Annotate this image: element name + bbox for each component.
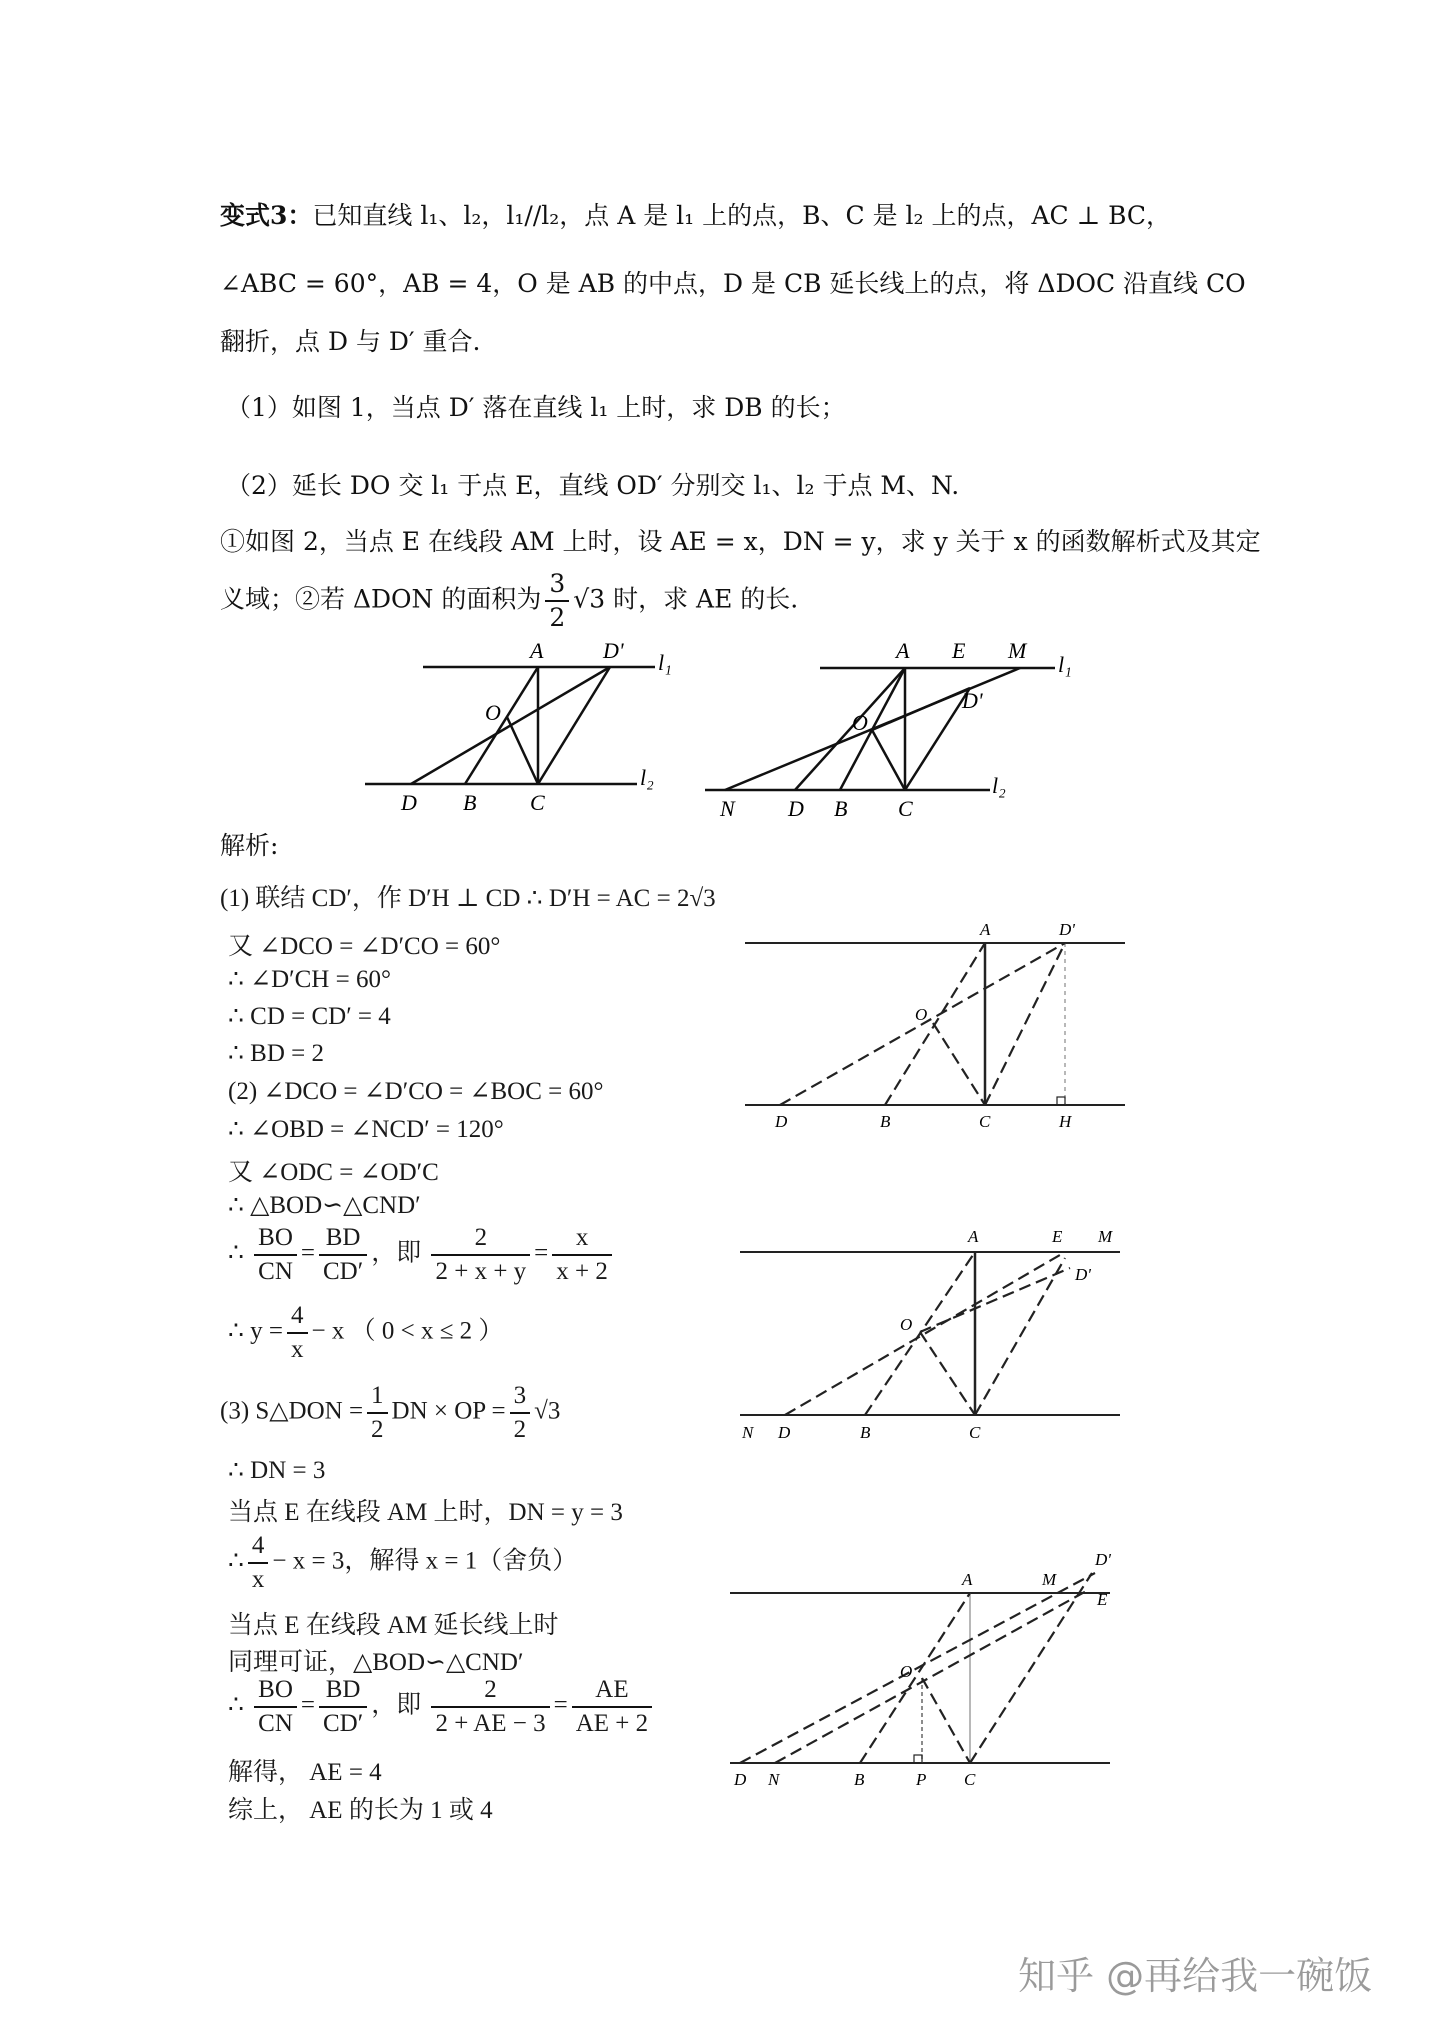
s12-mid: DN × OP =: [391, 1397, 506, 1425]
solution-step-1: (1) 联结 CD′，作 D′H ⊥ CD ∴ D′H = AC = 2√3: [220, 885, 716, 912]
fig2-label-c: C: [898, 796, 913, 820]
sfig3-label-c: C: [964, 1770, 976, 1789]
right-angle-mark: [1057, 1097, 1065, 1105]
question-2b-post: √3 时，求 AE 的长.: [573, 584, 799, 614]
solution-step-17: 同理可证，△BOD∽△CND′: [228, 1649, 524, 1676]
zhihu-watermark: 知乎 @再给我一碗饭: [1018, 1954, 1373, 1998]
frac-den: 2: [513, 1416, 527, 1443]
frac-num: 2: [431, 1674, 549, 1708]
fig2-label-d: D: [788, 796, 804, 820]
fig1-label-o: O: [485, 700, 501, 725]
sfig2-label-n: N: [742, 1423, 754, 1442]
s12-pre: (3) S△DON =: [220, 1397, 364, 1425]
frac-den: AE + 2: [575, 1710, 649, 1737]
sfig3-label-e: E: [1097, 1590, 1108, 1609]
sfig2-label-e: E: [1052, 1227, 1063, 1246]
solution-step-19: 解得， AE = 4: [228, 1759, 382, 1786]
sfig1-label-b: B: [880, 1112, 891, 1131]
solution-step-10: ∴ $\frac{BO}{CN}$ = $\frac{BD}{CD'}$ ，即 $\frac{2}{2 + x + y}$ = $\frac{x}{x + 2}$: [228, 1222, 616, 1288]
solution-step-15: [228, 1530, 577, 1596]
solution-figure-1: [735, 915, 1135, 1135]
fig2-label-dprime: D': [962, 688, 983, 713]
s12-post: √3: [534, 1397, 561, 1425]
fig1-label-d: D: [401, 790, 417, 815]
question-2b-pre: 义域；②若 ΔDON 的面积为: [220, 584, 542, 614]
problem-figure-1: [355, 640, 685, 820]
s11-pre: ∴ y =: [228, 1317, 284, 1345]
sfig1-label-a: A: [980, 920, 991, 939]
frac-num: x: [552, 1222, 612, 1256]
solution-step-13: ∴ DN = 3: [228, 1457, 326, 1484]
sfig3-label-m: M: [1042, 1570, 1057, 1589]
frac-den: CD′: [323, 1710, 364, 1737]
solution-step-16: 当点 E 在线段 AM 延长线上时: [228, 1612, 559, 1639]
frac-den: x: [251, 1566, 265, 1593]
fig1-label-l1: l₁: [658, 650, 672, 675]
frac-num: 4: [287, 1300, 308, 1334]
sfig1-label-o: O: [915, 1005, 928, 1024]
sfig2-label-o: O: [900, 1315, 913, 1334]
frac-bd-cd: [319, 1222, 367, 1288]
fig1-label-a: A: [530, 640, 544, 663]
frac-den: 2 + AE − 3: [435, 1710, 546, 1737]
sfig2-label-b: B: [860, 1423, 871, 1442]
sfig3-label-b: B: [854, 1770, 865, 1789]
area-fraction-den: 2: [549, 603, 566, 632]
frac-num: 2: [431, 1222, 530, 1256]
frac-2-over-sum: [431, 1222, 530, 1288]
s18-mid: ，即: [371, 1691, 422, 1719]
solution-step-9: ∴ △BOD∽△CND′: [228, 1192, 421, 1219]
frac-den: 2 + x + y: [435, 1258, 527, 1285]
s10-pre: ∴: [228, 1239, 244, 1267]
sfig2-label-dprime: D': [1075, 1265, 1091, 1284]
frac-den: 2: [371, 1416, 384, 1443]
frac-den: x + 2: [556, 1258, 608, 1285]
sfig3-label-p: P: [916, 1770, 927, 1789]
sfig1-label-dprime: D': [1059, 920, 1075, 939]
frac-x-over-x2: [552, 1222, 612, 1288]
solution-step-8: 又 ∠ODC = ∠OD′C: [228, 1159, 439, 1186]
frac-num: BO: [254, 1222, 297, 1256]
fig1-label-b: B: [463, 790, 477, 815]
fig1-label-l2: l₂: [640, 765, 654, 790]
question-2: （2）延长 DO 交 l₁ 于点 E，直线 OD′ 分别交 l₁、l₂ 于点 M、N.: [226, 471, 960, 500]
area-fraction-num: 3: [545, 568, 569, 602]
fig2-label-b: B: [834, 796, 848, 820]
frac-ae-over-ae2: [572, 1674, 652, 1740]
frac-half: [367, 1380, 388, 1446]
solution-step-5: ∴ BD = 2: [228, 1040, 324, 1067]
frac-4-over-x: [287, 1300, 308, 1366]
solution-step-12: [220, 1380, 560, 1446]
solution-figure-2: [730, 1220, 1140, 1450]
frac-num: 3: [510, 1380, 531, 1414]
sfig3-label-d: D: [734, 1770, 747, 1789]
fig1-label-dprime: D': [603, 640, 624, 663]
solution-step-20: 综上， AE 的长为 1 或 4: [228, 1797, 493, 1824]
frac-num: BD: [319, 1222, 367, 1256]
frac-num: 1: [367, 1380, 388, 1414]
problem-line-1: [220, 196, 1171, 232]
solution-label: 解析:: [220, 831, 279, 860]
solution-figure-3: [720, 1545, 1140, 1795]
sfig3-label-o: O: [900, 1662, 913, 1681]
frac-bo-cn: [254, 1222, 297, 1288]
sfig3-label-n: N: [768, 1770, 780, 1789]
sfig2-label-m: M: [1098, 1227, 1113, 1246]
frac-num: BD: [319, 1674, 367, 1708]
frac-bo-cn-b: [254, 1674, 297, 1740]
solution-step-18: ∴ $\frac{BO}{CN}$ = $\frac{BD}{CD'}$ ，即 $\frac{2}{2 + AE - 3}$ = $\frac{AE}{AE + 2}$: [228, 1674, 656, 1740]
fig2-label-m: M: [1008, 640, 1027, 663]
problem-text-1: 已知直线 l₁、l₂，l₁//l₂，点 A 是 l₁ 上的点，B、C 是 l₂ 上的点，AC ⊥ BC，: [312, 201, 1172, 230]
frac-num: 4: [248, 1530, 269, 1564]
frac-4-over-x-b: [248, 1530, 269, 1596]
problem-line-2: ∠ABC = 60°，AB = 4，O 是 AB 的中点，D 是 CB 延长线上的点，将 ΔDOC 沿直线 CO: [220, 269, 1246, 298]
sfig1-label-h: H: [1059, 1112, 1072, 1131]
frac-den: CD′: [323, 1258, 364, 1285]
fig2-label-a: A: [896, 640, 910, 663]
frac-den: x: [291, 1336, 304, 1363]
problem-figure-2: [700, 640, 1080, 820]
sfig2-label-c: C: [969, 1423, 981, 1442]
fig2-label-l1: l₁: [1058, 652, 1072, 677]
frac-den: CN: [258, 1710, 293, 1737]
solution-step-3: ∴ ∠D′CH = 60°: [228, 966, 391, 993]
sfig3-label-dprime: D': [1095, 1550, 1111, 1569]
frac-num: AE: [572, 1674, 652, 1708]
solution-step-4: ∴ CD = CD′ = 4: [228, 1003, 391, 1030]
sfig1-label-d: D: [775, 1112, 788, 1131]
question-1: （1）如图 1，当点 D′ 落在直线 l₁ 上时，求 DB 的长；: [226, 393, 846, 422]
fig2-label-l2: l₂: [992, 773, 1006, 798]
fig2-label-o: O: [852, 710, 868, 735]
s10-mid: ，即: [371, 1239, 422, 1267]
frac-2-over-ae: [431, 1674, 549, 1740]
frac-three-halves: [510, 1380, 531, 1446]
sfig2-label-d: D: [778, 1423, 791, 1442]
s15-post: − x = 3，解得 x = 1（舍负）: [272, 1547, 578, 1575]
fig2-label-e: E: [952, 640, 966, 663]
frac-den: CN: [258, 1258, 293, 1285]
right-angle-mark: [914, 1755, 922, 1763]
fig1-label-c: C: [530, 790, 545, 815]
problem-heading: 变式3：: [220, 201, 313, 230]
sfig1-label-c: C: [979, 1112, 991, 1131]
s18-pre: ∴: [228, 1691, 244, 1719]
solution-step-6: (2) ∠DCO = ∠D′CO = ∠BOC = 60°: [228, 1078, 604, 1105]
solution-step-2: 又 ∠DCO = ∠D′CO = 60°: [228, 933, 501, 960]
s11-post: − x （ 0 < x ≤ 2 ）: [311, 1317, 504, 1345]
frac-num: BO: [254, 1674, 297, 1708]
s15-pre: ∴: [228, 1547, 244, 1575]
frac-bd-cd-b: [319, 1674, 367, 1740]
sfig3-label-a: A: [962, 1570, 973, 1589]
question-2b: [220, 568, 798, 634]
area-fraction: [545, 568, 569, 634]
solution-step-11: [228, 1300, 503, 1366]
sfig2-label-a: A: [968, 1227, 979, 1246]
solution-step-14: 当点 E 在线段 AM 上时，DN = y = 3: [228, 1499, 623, 1526]
fig2-label-n: N: [720, 796, 735, 820]
problem-line-3: 翻折，点 D 与 D′ 重合.: [220, 327, 481, 356]
solution-step-7: ∴ ∠OBD = ∠NCD′ = 120°: [228, 1116, 504, 1143]
question-2a: ①如图 2，当点 E 在线段 AM 上时，设 AE = x，DN = y，求 y 关于 x 的函数解析式及其定: [220, 527, 1261, 556]
